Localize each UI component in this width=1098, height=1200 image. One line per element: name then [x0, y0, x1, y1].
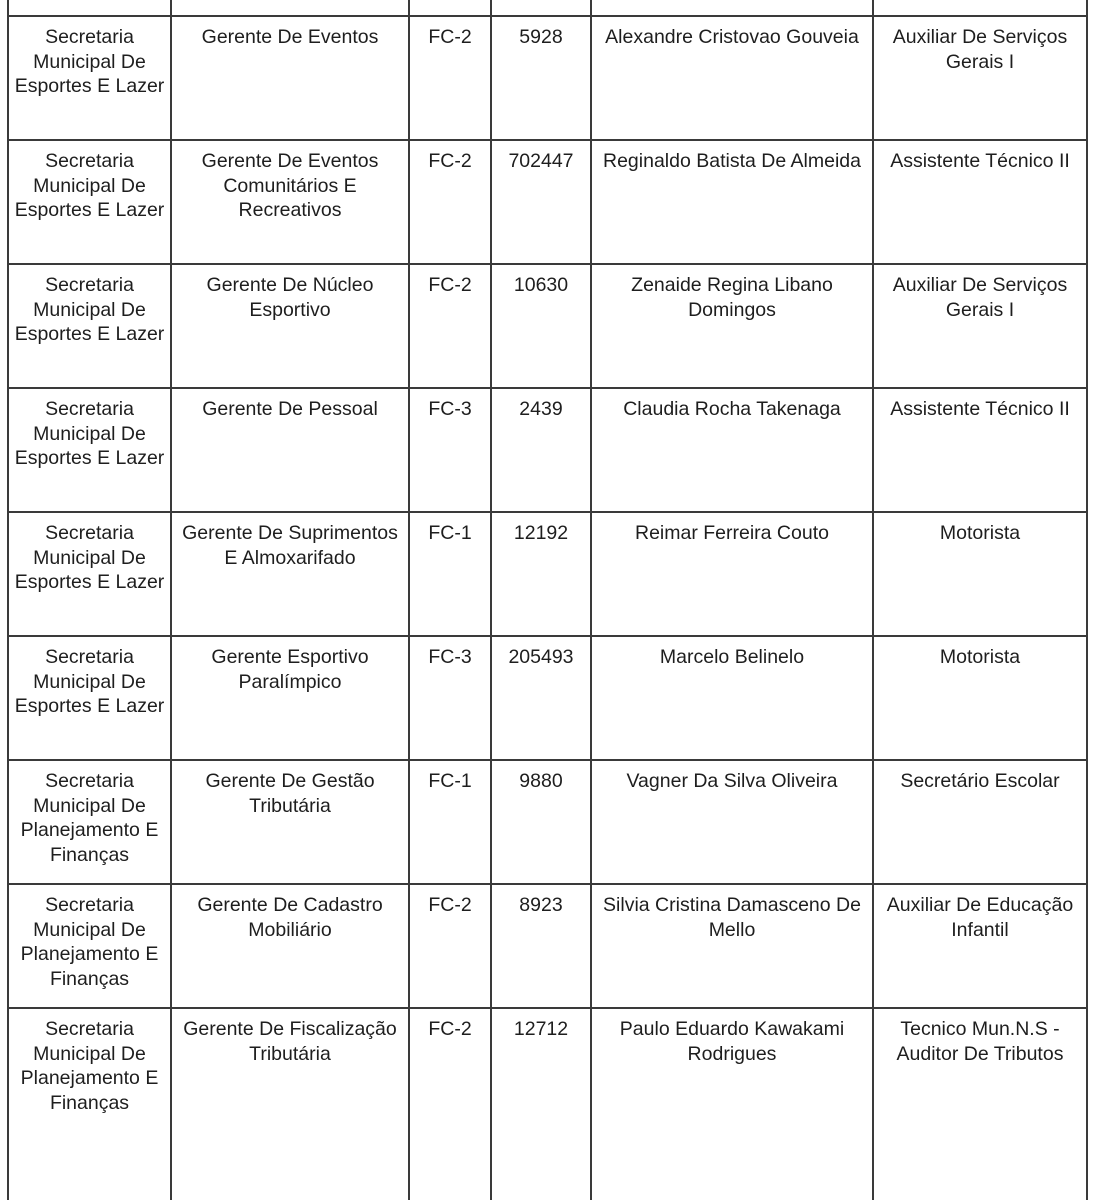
cargo-efetivo-cell: Auxiliar De Educação Infantil — [873, 884, 1087, 1008]
fc-cell: FC-3 — [409, 636, 491, 760]
table-row — [8, 16, 1087, 140]
matricula-cell: 8923 — [491, 884, 591, 1008]
table-row — [8, 388, 1087, 512]
cargo-cell: Gerente De Cadastro Mobiliário — [171, 884, 409, 1008]
table-row — [8, 636, 1087, 760]
fc-cell — [409, 0, 491, 16]
cargo-cell: Gerente Esportivo Paralímpico — [171, 636, 409, 760]
table-row — [8, 264, 1087, 388]
nome-cell: Zenaide Regina Libano Domingos — [591, 264, 873, 388]
secretaria-cell: Secretaria Municipal De Planejamento E Finanças — [8, 1008, 171, 1200]
fc-cell: FC-3 — [409, 388, 491, 512]
secretaria-cell: Secretaria Municipal De Planejamento E Finanças — [8, 884, 171, 1008]
cargo-cell: Gerente De Eventos — [171, 16, 409, 140]
matricula-cell: 12192 — [491, 512, 591, 636]
fc-cell: FC-1 — [409, 512, 491, 636]
secretaria-cell — [8, 0, 171, 16]
cargo-cell: Gerente De Núcleo Esportivo — [171, 264, 409, 388]
nome-cell: Reimar Ferreira Couto — [591, 512, 873, 636]
secretaria-cell: Secretaria Municipal De Esportes E Lazer — [8, 636, 171, 760]
secretaria-cell: Secretaria Municipal De Planejamento E Finanças — [8, 760, 171, 884]
nome-cell: Vagner Da Silva Oliveira — [591, 760, 873, 884]
nome-cell: Silvia Cristina Damasceno De Mello — [591, 884, 873, 1008]
cargo-efetivo-cell: Auxiliar De Serviços Gerais I — [873, 264, 1087, 388]
cargo-efetivo-cell: Motorista — [873, 512, 1087, 636]
fc-cell: FC-2 — [409, 1008, 491, 1200]
nome-cell: Marcelo Belinelo — [591, 636, 873, 760]
fc-cell: FC-2 — [409, 264, 491, 388]
cargo-cell — [171, 0, 409, 16]
cargo-efetivo-cell: Secretário Escolar — [873, 760, 1087, 884]
table-row — [8, 0, 1087, 16]
fc-cell: FC-1 — [409, 760, 491, 884]
matricula-cell: 12712 — [491, 1008, 591, 1200]
cargo-cell: Gerente De Fiscalização Tributária — [171, 1008, 409, 1200]
fc-cell: FC-2 — [409, 884, 491, 1008]
matricula-cell — [491, 0, 591, 16]
secretaria-cell: Secretaria Municipal De Esportes E Lazer — [8, 140, 171, 264]
secretaria-cell: Secretaria Municipal De Esportes E Lazer — [8, 16, 171, 140]
table-row — [8, 140, 1087, 264]
nome-cell: Paulo Eduardo Kawakami Rodrigues — [591, 1008, 873, 1200]
nome-cell: Claudia Rocha Takenaga — [591, 388, 873, 512]
cargo-efetivo-cell: Assistente Técnico II — [873, 140, 1087, 264]
cargo-efetivo-cell: Assistente Técnico II — [873, 388, 1087, 512]
secretaria-cell: Secretaria Municipal De Esportes E Lazer — [8, 388, 171, 512]
table-row — [8, 1008, 1087, 1200]
cargo-efetivo-cell: Tecnico Mun.N.S - Auditor De Tributos — [873, 1008, 1087, 1200]
table-row — [8, 512, 1087, 636]
nome-cell: Reginaldo Batista De Almeida — [591, 140, 873, 264]
matricula-cell: 5928 — [491, 16, 591, 140]
fc-cell: FC-2 — [409, 16, 491, 140]
matricula-cell: 9880 — [491, 760, 591, 884]
cargo-cell: Gerente De Suprimentos E Almoxarifado — [171, 512, 409, 636]
matricula-cell: 2439 — [491, 388, 591, 512]
cargo-efetivo-cell: Auxiliar De Serviços Gerais I — [873, 16, 1087, 140]
nome-cell — [591, 0, 873, 16]
cargo-cell: Gerente De Eventos Comunitários E Recreativos — [171, 140, 409, 264]
cargo-efetivo-cell — [873, 0, 1087, 16]
secretaria-cell: Secretaria Municipal De Esportes E Lazer — [8, 264, 171, 388]
cargo-cell: Gerente De Gestão Tributária — [171, 760, 409, 884]
nome-cell: Alexandre Cristovao Gouveia — [591, 16, 873, 140]
cargo-cell: Gerente De Pessoal — [171, 388, 409, 512]
matricula-cell: 205493 — [491, 636, 591, 760]
table-row — [8, 884, 1087, 1008]
table-row — [8, 760, 1087, 884]
secretaria-cell: Secretaria Municipal De Esportes E Lazer — [8, 512, 171, 636]
cargo-efetivo-cell: Motorista — [873, 636, 1087, 760]
matricula-cell: 10630 — [491, 264, 591, 388]
appointments-table — [7, 0, 1088, 1200]
matricula-cell: 702447 — [491, 140, 591, 264]
fc-cell: FC-2 — [409, 140, 491, 264]
